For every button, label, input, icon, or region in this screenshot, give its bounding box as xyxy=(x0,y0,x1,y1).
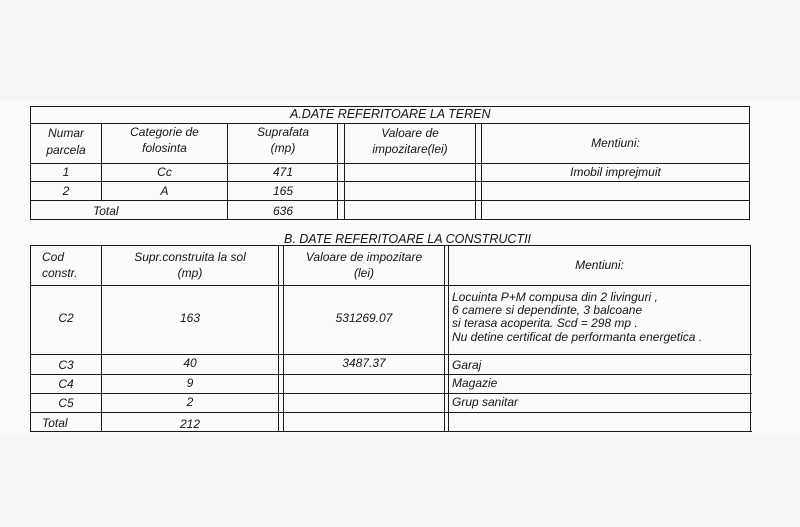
cell-mentiuni: Garaj xyxy=(452,358,482,372)
header-suprafata-2: (mp) xyxy=(270,141,296,155)
total-value: 212 xyxy=(179,417,201,431)
cell-cod: C2 xyxy=(58,311,74,325)
cell-categorie: Cc xyxy=(157,165,172,179)
header-cod-2: constr. xyxy=(42,266,78,280)
cell-valoare: 3487.37 xyxy=(342,356,386,370)
cell-nr: 1 xyxy=(62,165,70,179)
cell-cod: C3 xyxy=(58,358,74,372)
header-valoare-1: Valoare de impozitare xyxy=(305,250,423,264)
cell-mentiuni: Imobil imprejmuit xyxy=(570,165,661,179)
cell-mentiuni-line: 6 camere si dependinte, 3 balcoane xyxy=(452,303,643,317)
cell-suprafata: 40 xyxy=(183,356,197,370)
header-valoare-2: impozitare(lei) xyxy=(372,142,448,156)
total-label: Total xyxy=(42,416,68,430)
cell-mentiuni-line: si terasa acoperita. Scd = 298 mp . xyxy=(452,316,638,330)
header-supr-construita-1: Supr.construita la sol xyxy=(134,250,246,264)
header-nr-parcela-1: Numar xyxy=(47,126,84,140)
header-nr-parcela-2: parcela xyxy=(46,143,86,157)
cell-cod: C5 xyxy=(58,396,74,410)
header-mentiuni: Mentiuni: xyxy=(575,258,624,272)
cell-suprafata: 9 xyxy=(186,376,194,390)
cell-mentiuni-line: Locuinta P+M compusa din 2 livinguri , xyxy=(452,290,658,304)
header-valoare-1: Valoare de xyxy=(381,126,439,140)
section-b-title: B. DATE REFERITOARE LA CONSTRUCTII xyxy=(284,232,532,246)
header-valoare-2: (lei) xyxy=(354,266,374,280)
header-categorie-2: folosinta xyxy=(142,141,187,155)
header-cod-1: Cod xyxy=(42,250,65,264)
total-label: Total xyxy=(93,204,119,218)
cell-mentiuni-line: Nu detine certificat de performanta energetica . xyxy=(452,330,703,344)
cell-suprafata: 165 xyxy=(272,184,294,198)
header-suprafata-1: Suprafata xyxy=(256,125,310,139)
total-value: 636 xyxy=(272,204,294,218)
header-mentiuni: Mentiuni: xyxy=(591,136,640,150)
cell-valoare: 531269.07 xyxy=(335,311,393,325)
cell-cod: C4 xyxy=(58,377,74,391)
cell-mentiuni: Magazie xyxy=(452,376,498,390)
header-categorie-1: Categorie de xyxy=(130,125,199,139)
cell-suprafata: 163 xyxy=(179,311,201,325)
cell-nr: 2 xyxy=(62,184,70,198)
cell-mentiuni: Grup sanitar xyxy=(452,395,519,409)
cell-categorie: A xyxy=(160,184,169,198)
cell-suprafata: 2 xyxy=(186,395,194,409)
cell-suprafata: 471 xyxy=(272,165,294,179)
section-a-title: A.DATE REFERITOARE LA TEREN xyxy=(290,107,491,121)
header-supr-construita-2: (mp) xyxy=(177,266,203,280)
